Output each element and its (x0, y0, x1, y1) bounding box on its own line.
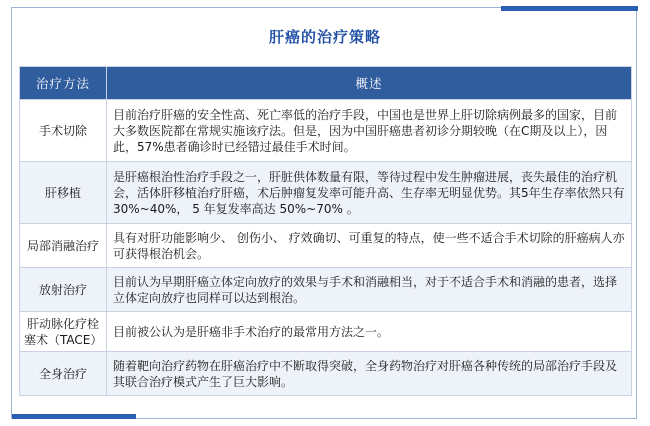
table-row (20, 312, 632, 352)
desc-cell: 目前被公认为是肝癌非手术治疗的最常用方法之一。 (107, 312, 632, 352)
table-row (20, 162, 632, 224)
header-desc: 概述 (107, 67, 632, 100)
table-header-row (20, 67, 632, 100)
method-cell: 手术切除 (20, 100, 107, 162)
top-accent-bar (501, 6, 638, 11)
desc-cell: 目前治疗肝癌的安全性高、死亡率低的治疗手段，中国也是世界上肝切除病例最多的国家，目前大多数医院都在常规实施该疗法。但是，因为中国肝癌患者初诊分期较晚（在C期及以上），因此，57%患者确诊时已经错过最佳手术时间。 (107, 100, 632, 162)
treatment-table (19, 66, 632, 396)
header-method: 治疗方法 (20, 67, 107, 100)
method-cell: 放射治疗 (20, 268, 107, 312)
method-cell: 肝移植 (20, 162, 107, 224)
table-row (20, 352, 632, 396)
method-cell: 肝动脉化疗栓塞术（TACE） (20, 312, 107, 352)
method-cell: 局部消融治疗 (20, 224, 107, 268)
table-row (20, 268, 632, 312)
desc-cell: 具有对肝功能影响少、 创伤小、 疗效确切、可重复的特点，使一些不适合手术切除的肝癌病人亦可获得根治机会。 (107, 224, 632, 268)
desc-cell: 目前认为早期肝癌立体定向放疗的效果与手术和消融相当，对于不适合手术和消融的患者，选择立体定向放疗也同样可以达到根治。 (107, 268, 632, 312)
page-title: 肝癌的治疗策略 (268, 28, 381, 46)
table-row (20, 100, 632, 162)
method-cell: 全身治疗 (20, 352, 107, 396)
bottom-accent-bar (12, 414, 136, 419)
desc-cell: 是肝癌根治性治疗手段之一，肝脏供体数量有限，等待过程中发生肿瘤进展，丧失最佳的治疗机会，活体肝移植治疗肝癌，术后肿瘤复发率可能升高、生存率无明显优势。其5年生存率依然只有30%~40%， 5 年复发率高达 50%~70% 。 (107, 162, 632, 224)
desc-cell: 随着靶向治疗药物在肝癌治疗中不断取得突破，全身药物治疗对肝癌各种传统的局部治疗手段及其联合治疗模式产生了巨大影响。 (107, 352, 632, 396)
table-row (20, 224, 632, 268)
